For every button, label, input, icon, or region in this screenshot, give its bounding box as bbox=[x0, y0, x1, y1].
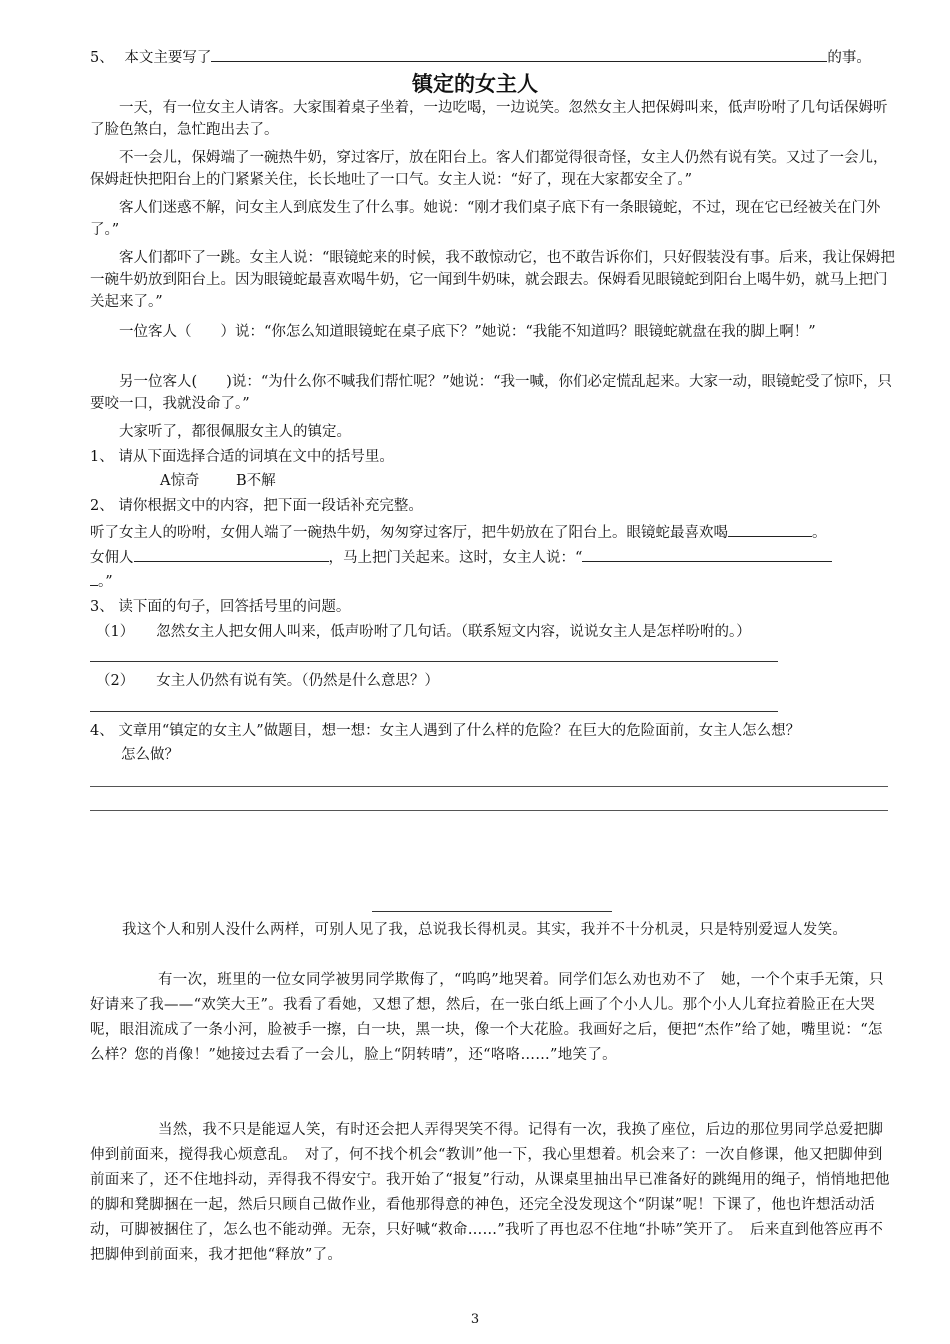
story-paragraph-1: 一天，有一位女主人请客。大家围着桌子坐着，一边吃喝，一边说笑。忽然女主人把保姆叫来，低声吩咐了几句话保姆听了脸色煞白，急忙跑出去了。 bbox=[90, 100, 888, 138]
q3-1-text: 忽然女主人把女佣人叫来，低声吩咐了几句话。（联系短文内容，说说女主人是怎样吩咐的。） bbox=[156, 624, 751, 640]
question-1-option-b: B不解 bbox=[236, 473, 276, 489]
story-paragraph-3: 客人们迷惑不解，问女主人到底发生了什么事。她说：“刚才我们桌子底下有一条眼镜蛇，不过，现在它已经被关在门外了。” bbox=[90, 200, 881, 238]
q5-answer-blank[interactable] bbox=[211, 46, 827, 62]
q5-suffix: 的事。 bbox=[827, 50, 871, 66]
q4-answer-line-2[interactable] bbox=[90, 810, 888, 811]
q2-text-2a: 女佣人 bbox=[90, 550, 134, 566]
story2-paragraph-1: 我这个人和别人没什么两样，可别人见了我，总说我长得机灵。其实，我并不十分机灵，只是特别爱逗人发笑。 bbox=[122, 922, 848, 938]
q3-1-answer-line[interactable] bbox=[90, 661, 778, 662]
story-title: 镇定的女主人 bbox=[412, 72, 538, 96]
q2-blank-2[interactable] bbox=[134, 546, 329, 562]
q5-number: 5、 bbox=[90, 50, 114, 66]
question-3-1 bbox=[96, 621, 751, 643]
question-4-line-2: 怎么做？ bbox=[121, 747, 179, 763]
question-2-fill-line-1 bbox=[90, 521, 902, 544]
question-3-2 bbox=[96, 670, 439, 692]
story2-paragraph-3: 当然，我不只是能逗人笑，有时还会把人弄得哭笑不得。记得有一次，我换了座位，后边的那位男同学总爱把脚伸到前面来，搅得我心烦意乱。 对了，何不找个机会“教训”他一下，我心里想着。机会来了：一次自修课，他又把脚伸到前面来了，还不住地抖动，弄得我不得安宁。我开始了“报复”行动，从课桌里抽出早已准备好的跳绳用的绳子，悄悄地把他的脚和凳脚捆在一起，然后只顾自己做作业，看他那得意的神色，还完全没发现这个“阴谋”呢！下课了，他也许想活动活动，可脚被捆住了，怎么也不能动弹。无奈，只好喊“救命……”我听了再也忍不住地“扑哧”笑开了。 后来直到他答应再不把脚伸到前面来，我才把他“释放”了。 bbox=[90, 1122, 890, 1263]
question-2-fill-line-3 bbox=[90, 570, 113, 593]
q2-text-3: 。” bbox=[98, 574, 113, 590]
question-1: 1、 请从下面选择合适的词填在文中的括号里。 bbox=[90, 449, 394, 465]
question-2-fill-line-2 bbox=[90, 546, 902, 569]
q2-text-1: 听了女主人的吩咐，女佣人端了一碗热牛奶，匆匆穿过客厅，把牛奶放在了阳台上。眼镜蛇最喜欢喝 bbox=[90, 525, 728, 541]
q3-2-text: 女主人仍然有说有笑。（仍然是什么意思？） bbox=[156, 673, 439, 689]
story-paragraph-2: 不一会儿，保姆端了一碗热牛奶，穿过客厅，放在阳台上。客人们都觉得很奇怪，女主人仍然有说有笑。又过了一会儿，保姆赶快把阳台上的门紧紧关住，长长地吐了一口气。女主人说：“好了，现在大家都安全了。” bbox=[90, 150, 888, 188]
question-4-line-1: 4、 文章用“镇定的女主人”做题目，想一想：女主人遇到了什么样的危险？在巨大的危险面前，女主人怎么想？ bbox=[90, 723, 801, 739]
q3-1-number: （1） bbox=[96, 624, 135, 640]
q3-2-number: （2） bbox=[96, 673, 135, 689]
story2-title-blank[interactable] bbox=[372, 911, 612, 912]
q3-2-answer-line[interactable] bbox=[90, 711, 778, 712]
story-paragraph-6: 另一位客人( )说：“为什么你不喊我们帮忙呢？”她说：“我一喊，你们必定慌乱起来。大家一动，眼镜蛇受了惊吓，只要咬一口，我就没命了。” bbox=[90, 374, 893, 412]
q5-prefix: 本文主要写了 bbox=[124, 50, 212, 66]
q2-blank-3[interactable] bbox=[582, 546, 832, 562]
question-1-option-a: A惊奇 bbox=[160, 473, 200, 489]
story-paragraph-7: 大家听了，都很佩服女主人的镇定。 bbox=[119, 424, 351, 440]
question-3: 3、 读下面的句子，回答括号里的问题。 bbox=[90, 599, 351, 615]
q2-blank-3-cont[interactable] bbox=[90, 570, 98, 586]
story-paragraph-5: 一位客人（ ）说：“你怎么知道眼镜蛇在桌子底下？”她说：“我能不知道吗？眼镜蛇就盘在我的脚上啊！” bbox=[119, 324, 816, 340]
q2-text-1-end: 。 bbox=[812, 525, 827, 541]
q2-text-2b: ，马上把门关起来。这时，女主人说：“ bbox=[328, 550, 583, 566]
q4-answer-line-1[interactable] bbox=[90, 786, 888, 787]
page-number: 3 bbox=[470, 1312, 480, 1327]
q2-blank-1[interactable] bbox=[728, 521, 812, 537]
question-2: 2、 请你根据文中的内容，把下面一段话补充完整。 bbox=[90, 498, 423, 514]
q5-line bbox=[90, 46, 900, 69]
story2-paragraph-2: 有一次，班里的一位女同学被男同学欺侮了，“呜呜”地哭着。同学们怎么劝也劝不了 她，一个个束手无策，只好请来了我——“欢笑大王”。我看了看她，又想了想，然后，在一张白纸上画了个小人儿。那个小人儿耷拉着脸正在大哭呢，眼泪流成了一条小河，脸被手一擦，白一块，黑一块，像一个大花脸。我画好之后，便把“杰作”给了她，嘴里说：“怎么样？您的肖像！”她接过去看了一会儿，脸上“阴转晴”，还“咯咯……”地笑了。 bbox=[90, 972, 884, 1063]
story-paragraph-4: 客人们都吓了一跳。女主人说：“眼镜蛇来的时候，我不敢惊动它，也不敢告诉你们，只好假装没有事。后来，我让保姆把一碗牛奶放到阳台上。因为眼镜蛇最喜欢喝牛奶，它一闻到牛奶味，就会跟去。保姆看见眼镜蛇到阳台上喝牛奶，就马上把门关起来了。” bbox=[90, 250, 895, 310]
